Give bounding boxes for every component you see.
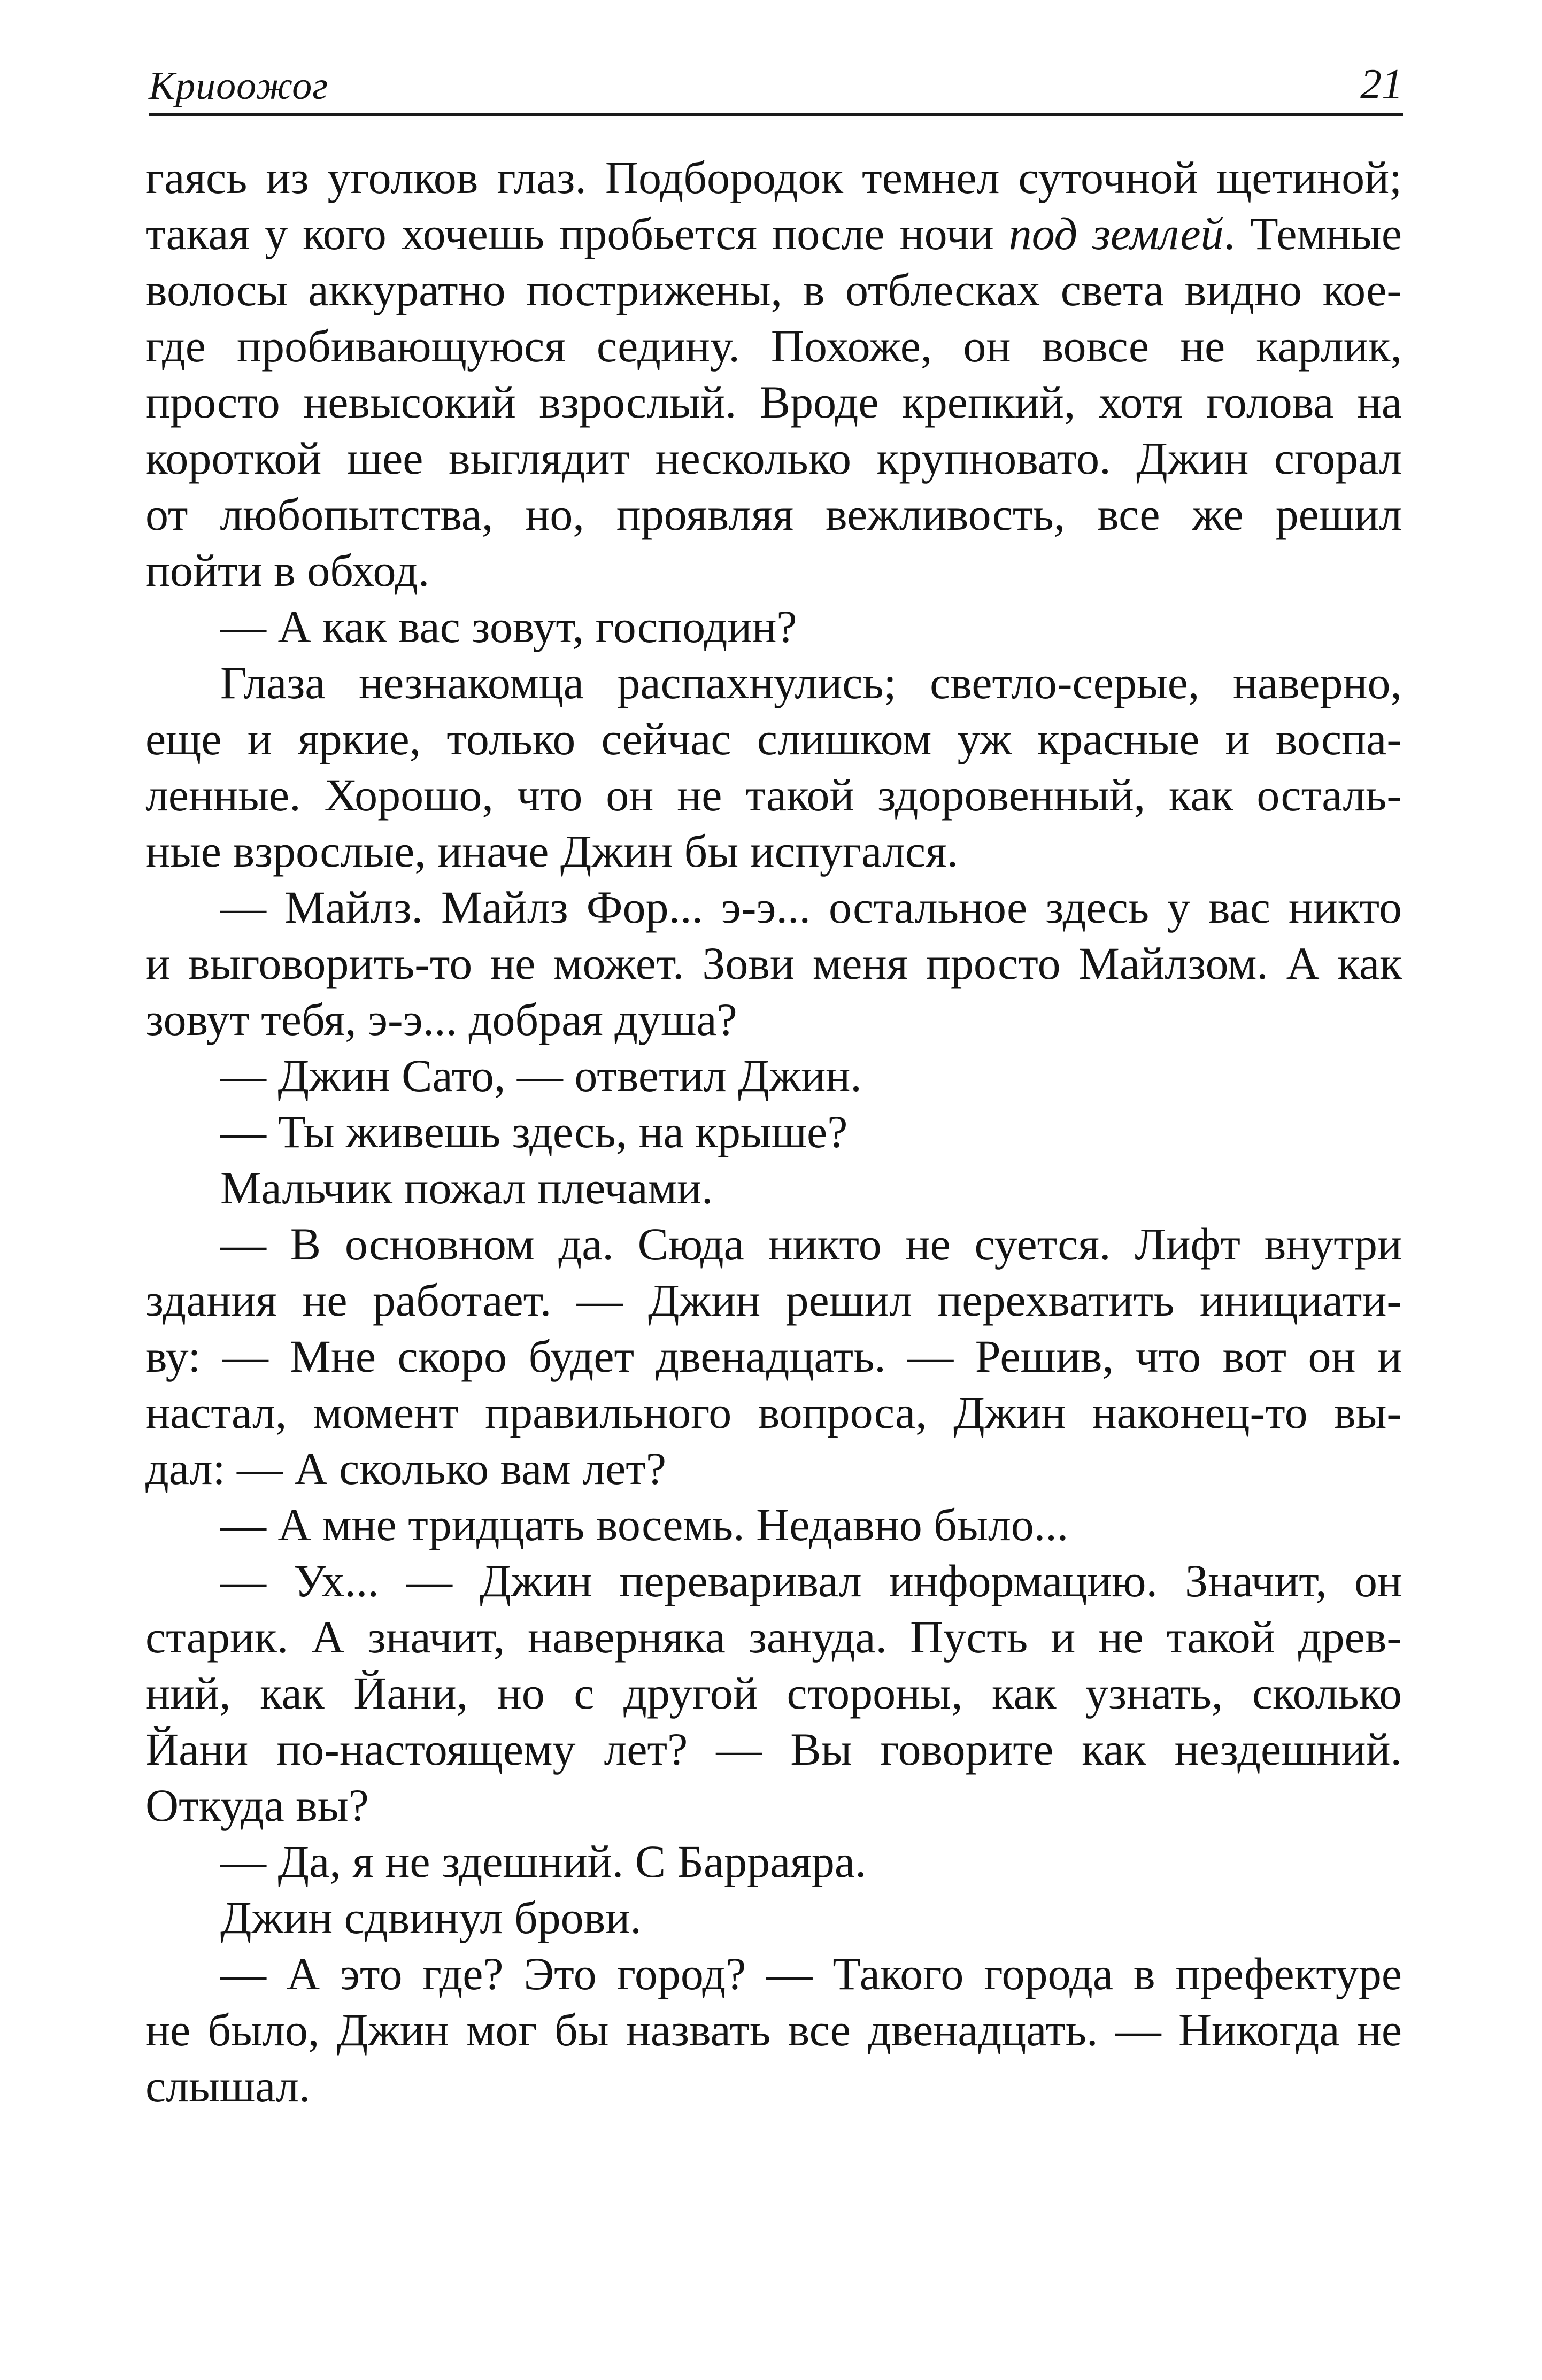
text-line: Мальчик пожал плечами.: [220, 1162, 713, 1214]
text-line: — В основном да. Сюда никто не суется. Лифт внутри: [220, 1218, 1402, 1270]
text-line: здания не работает. — Джин решил перехватить инициати-: [145, 1274, 1402, 1326]
text-line: не было, Джин мог бы назвать все двенадцать. — Никогда не: [145, 2004, 1402, 2056]
text-line: волосы аккуратно пострижены, в отблесках света видно кое-: [145, 264, 1402, 315]
text-line: настал, момент правильного вопроса, Джин наконец-то вы-: [145, 1387, 1402, 1438]
text-line: Глаза незнакомца распахнулись; светло-серые, наверно,: [220, 657, 1402, 708]
text-line: и выговорить-то не может. Зови меня просто Майлзом. А как: [145, 938, 1402, 989]
text-line: от любопытства, но, проявляя вежливость, все же решил: [145, 489, 1402, 540]
text-line: ний, как Йани, но с другой стороны, как узнать, сколько: [145, 1667, 1402, 1719]
text-fragment: . Темные: [1223, 208, 1402, 259]
text-line: где пробивающуюся седину. Похоже, он вовсе не карлик,: [145, 320, 1402, 372]
text-line: — Ух... — Джин переваривал информацию. Значит, он: [220, 1555, 1402, 1606]
text-line: — А как вас зовут, господин?: [220, 601, 797, 652]
running-header: [149, 53, 1403, 116]
text-line: — Джин Сато, — ответил Джин.: [220, 1050, 862, 1101]
text-line: ленные. Хорошо, что он не такой здоровенный, как осталь-: [145, 769, 1402, 821]
text-line: старик. А значит, наверняка зануда. Пусть и не такой древ-: [145, 1611, 1402, 1663]
page-number: 21: [1360, 61, 1403, 108]
text-line: короткой шее выглядит несколько крупновато. Джин сгорал: [145, 432, 1402, 484]
text-line: просто невысокий взрослый. Вроде крепкий, хотя голова на: [145, 376, 1402, 428]
body-text: [145, 150, 1402, 2114]
text-line: еще и яркие, только сейчас слишком уж красные и воспа-: [145, 713, 1402, 764]
text-fragment: такая у кого хочешь пробьется после ночи: [145, 208, 1009, 259]
text-line: — А мне тридцать восемь. Недавно было...: [220, 1499, 1069, 1550]
text-line: ву: — Мне скоро будет двенадцать. — Решив, что вот он и: [145, 1331, 1402, 1382]
text-line: пойти в обход.: [145, 545, 430, 596]
text-line: [145, 206, 1402, 262]
emphasis-text: под землей: [1008, 208, 1224, 259]
text-line: — Да, я не здешний. С Барраяра.: [220, 1836, 867, 1887]
text-line: Йани по-настоящему лет? — Вы говорите как нездешний.: [145, 1724, 1402, 1775]
text-line: — Ты живешь здесь, на крыше?: [220, 1106, 848, 1157]
text-line: ные взрослые, иначе Джин бы испугался.: [145, 825, 959, 877]
text-line: — А это где? Это город? — Такого города в префектуре: [220, 1948, 1402, 1999]
text-line: зовут тебя, э-э... добрая душа?: [145, 994, 737, 1045]
text-line: Откуда вы?: [145, 1780, 369, 1831]
text-line: слышал.: [145, 2060, 311, 2112]
text-line: дал: — А сколько вам лет?: [145, 1443, 667, 1494]
text-line: Джин сдвинул брови.: [220, 1892, 642, 1943]
running-title: Криоожог: [149, 64, 329, 108]
text-line: — Майлз. Майлз Фор... э-э... остальное здесь у вас никто: [220, 882, 1402, 933]
text-line: гаясь из уголков глаз. Подбородок темнел суточной щетиной;: [145, 152, 1402, 203]
